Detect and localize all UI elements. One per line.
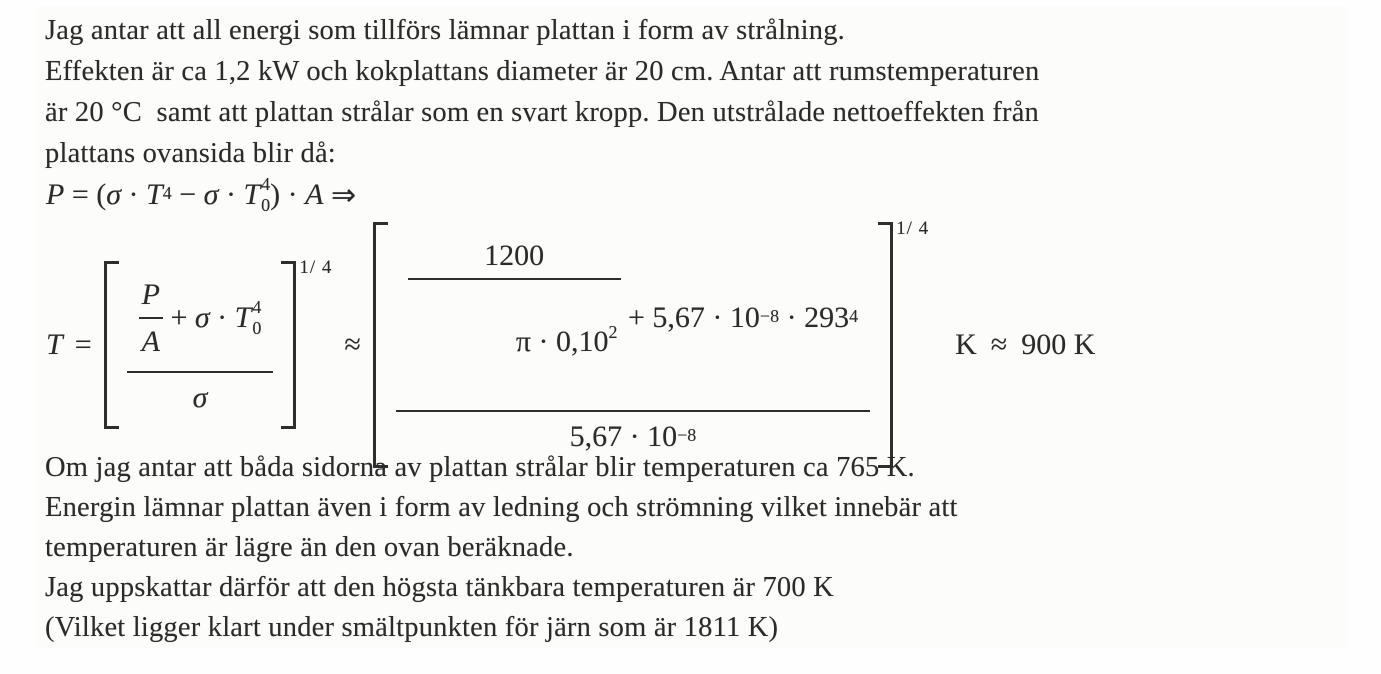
variable-A: A [141,325,160,358]
equals-open-paren: = ( [64,178,107,211]
power-value: 1200 [484,239,545,272]
variable-P: P [46,178,65,211]
fraction-bar [139,317,163,319]
multiply-dot: · [121,178,147,211]
times-293: · 293 [779,301,850,334]
equals-sign: = [74,328,92,361]
conclusion-line-4: Jag uppskattar därför att den högsta tänkbara temperaturen är 700 K [45,572,834,603]
sigma-value: 5,67 · 10 [569,420,678,453]
pi-symbol: π [515,325,531,358]
intro-line-3: är 20 °C samt att plattan strålar som en svart kropp. Den utstrålade nettoeffekten från [45,97,1039,128]
numeric-fraction-content [388,222,878,468]
variable-T0: T [243,178,261,211]
left-bracket [373,222,388,468]
sigma-symbol: σ [194,301,210,334]
power-per-area-fraction [408,236,621,400]
symbolic-fraction [127,271,274,419]
numeric-fraction [396,232,870,458]
variable-P: P [141,278,160,311]
symbolic-denominator: σ [192,381,208,414]
multiply-dot: · [531,325,556,358]
exponent-2: 2 [608,322,618,343]
sigma-symbol: σ [203,178,219,211]
bracket-exponent: 1/ 4 [299,257,333,278]
variable-T: T [146,178,163,211]
conclusion-line-5: (Vilket ligger klart under smältpunkten för järn som är 1811 K) [45,612,779,643]
T0-sup-sub [252,297,261,338]
subscript-0: 0 [261,195,271,215]
multiply-dot: · [218,178,244,211]
area-expression [408,283,621,400]
right-bracket [281,261,296,429]
multiply-dot: · [209,301,235,334]
intro-line-1: Jag antar att all energi som tillförs lämnar plattan i form av strålning. [45,15,845,46]
exponent-4: 4 [849,305,859,326]
left-bracket [104,261,119,429]
subscript-0: 0 [252,318,262,338]
radius-value: 0,10 [556,325,609,358]
exponent-4: 4 [261,174,271,195]
implies-arrow: ⇒ [323,178,357,212]
numeric-bracket-group [373,218,930,468]
variable-A: A [305,178,324,211]
sigma-symbol: σ [106,178,122,211]
conclusion-line-3: temperaturen är lägre än den ovan beräknade. [45,532,574,563]
intro-line-2: Effekten är ca 1,2 kW och kokplattans diameter är 20 cm. Antar att rumstemperaturen [45,56,1040,87]
result-value: 900 K [1021,328,1096,361]
symbolic-numerator [127,271,274,371]
plus-sigma-term: + 5,67 · 10 [620,301,760,334]
equation-result [955,328,1095,362]
stefan-boltzmann-power-equation [46,172,356,218]
intro-paragraph [45,10,1039,174]
intro-line-4: plattans ovansida blir då: [45,138,336,169]
plus-sign: + [162,301,195,334]
bracket-exponent: 1/ 4 [896,218,930,239]
conclusion-line-2: Energin lämnar plattan även i form av ledning och strömning vilket innebär att [45,492,958,523]
right-bracket [878,222,893,468]
fraction-bar [408,278,621,280]
numeric-numerator [396,232,870,410]
approx-symbol: ≈ [344,328,361,361]
variable-T: T [46,328,63,361]
kelvin-unit: K [955,328,977,361]
exponent-4: 4 [162,182,172,203]
P-over-A-fraction [139,275,163,361]
T0-sup-sub [261,174,270,215]
temperature-solution-equation [46,218,1096,468]
minus-sign: − [171,178,204,211]
conclusion-paragraph [45,448,958,648]
symbolic-fraction-content [119,261,282,429]
exponent-4: 4 [252,297,262,318]
exponent-minus-8: −8 [677,424,697,445]
variable-T0: T [234,301,252,334]
symbolic-bracket-group [104,257,333,429]
conclusion-line-1: Om jag antar att båda sidorna av plattan strålar blir temperaturen ca 765 K. [45,452,915,483]
close-paren-dot: ) · [270,178,306,211]
exponent-minus-8: −8 [759,305,780,326]
approx-symbol: ≈ [990,328,1008,361]
